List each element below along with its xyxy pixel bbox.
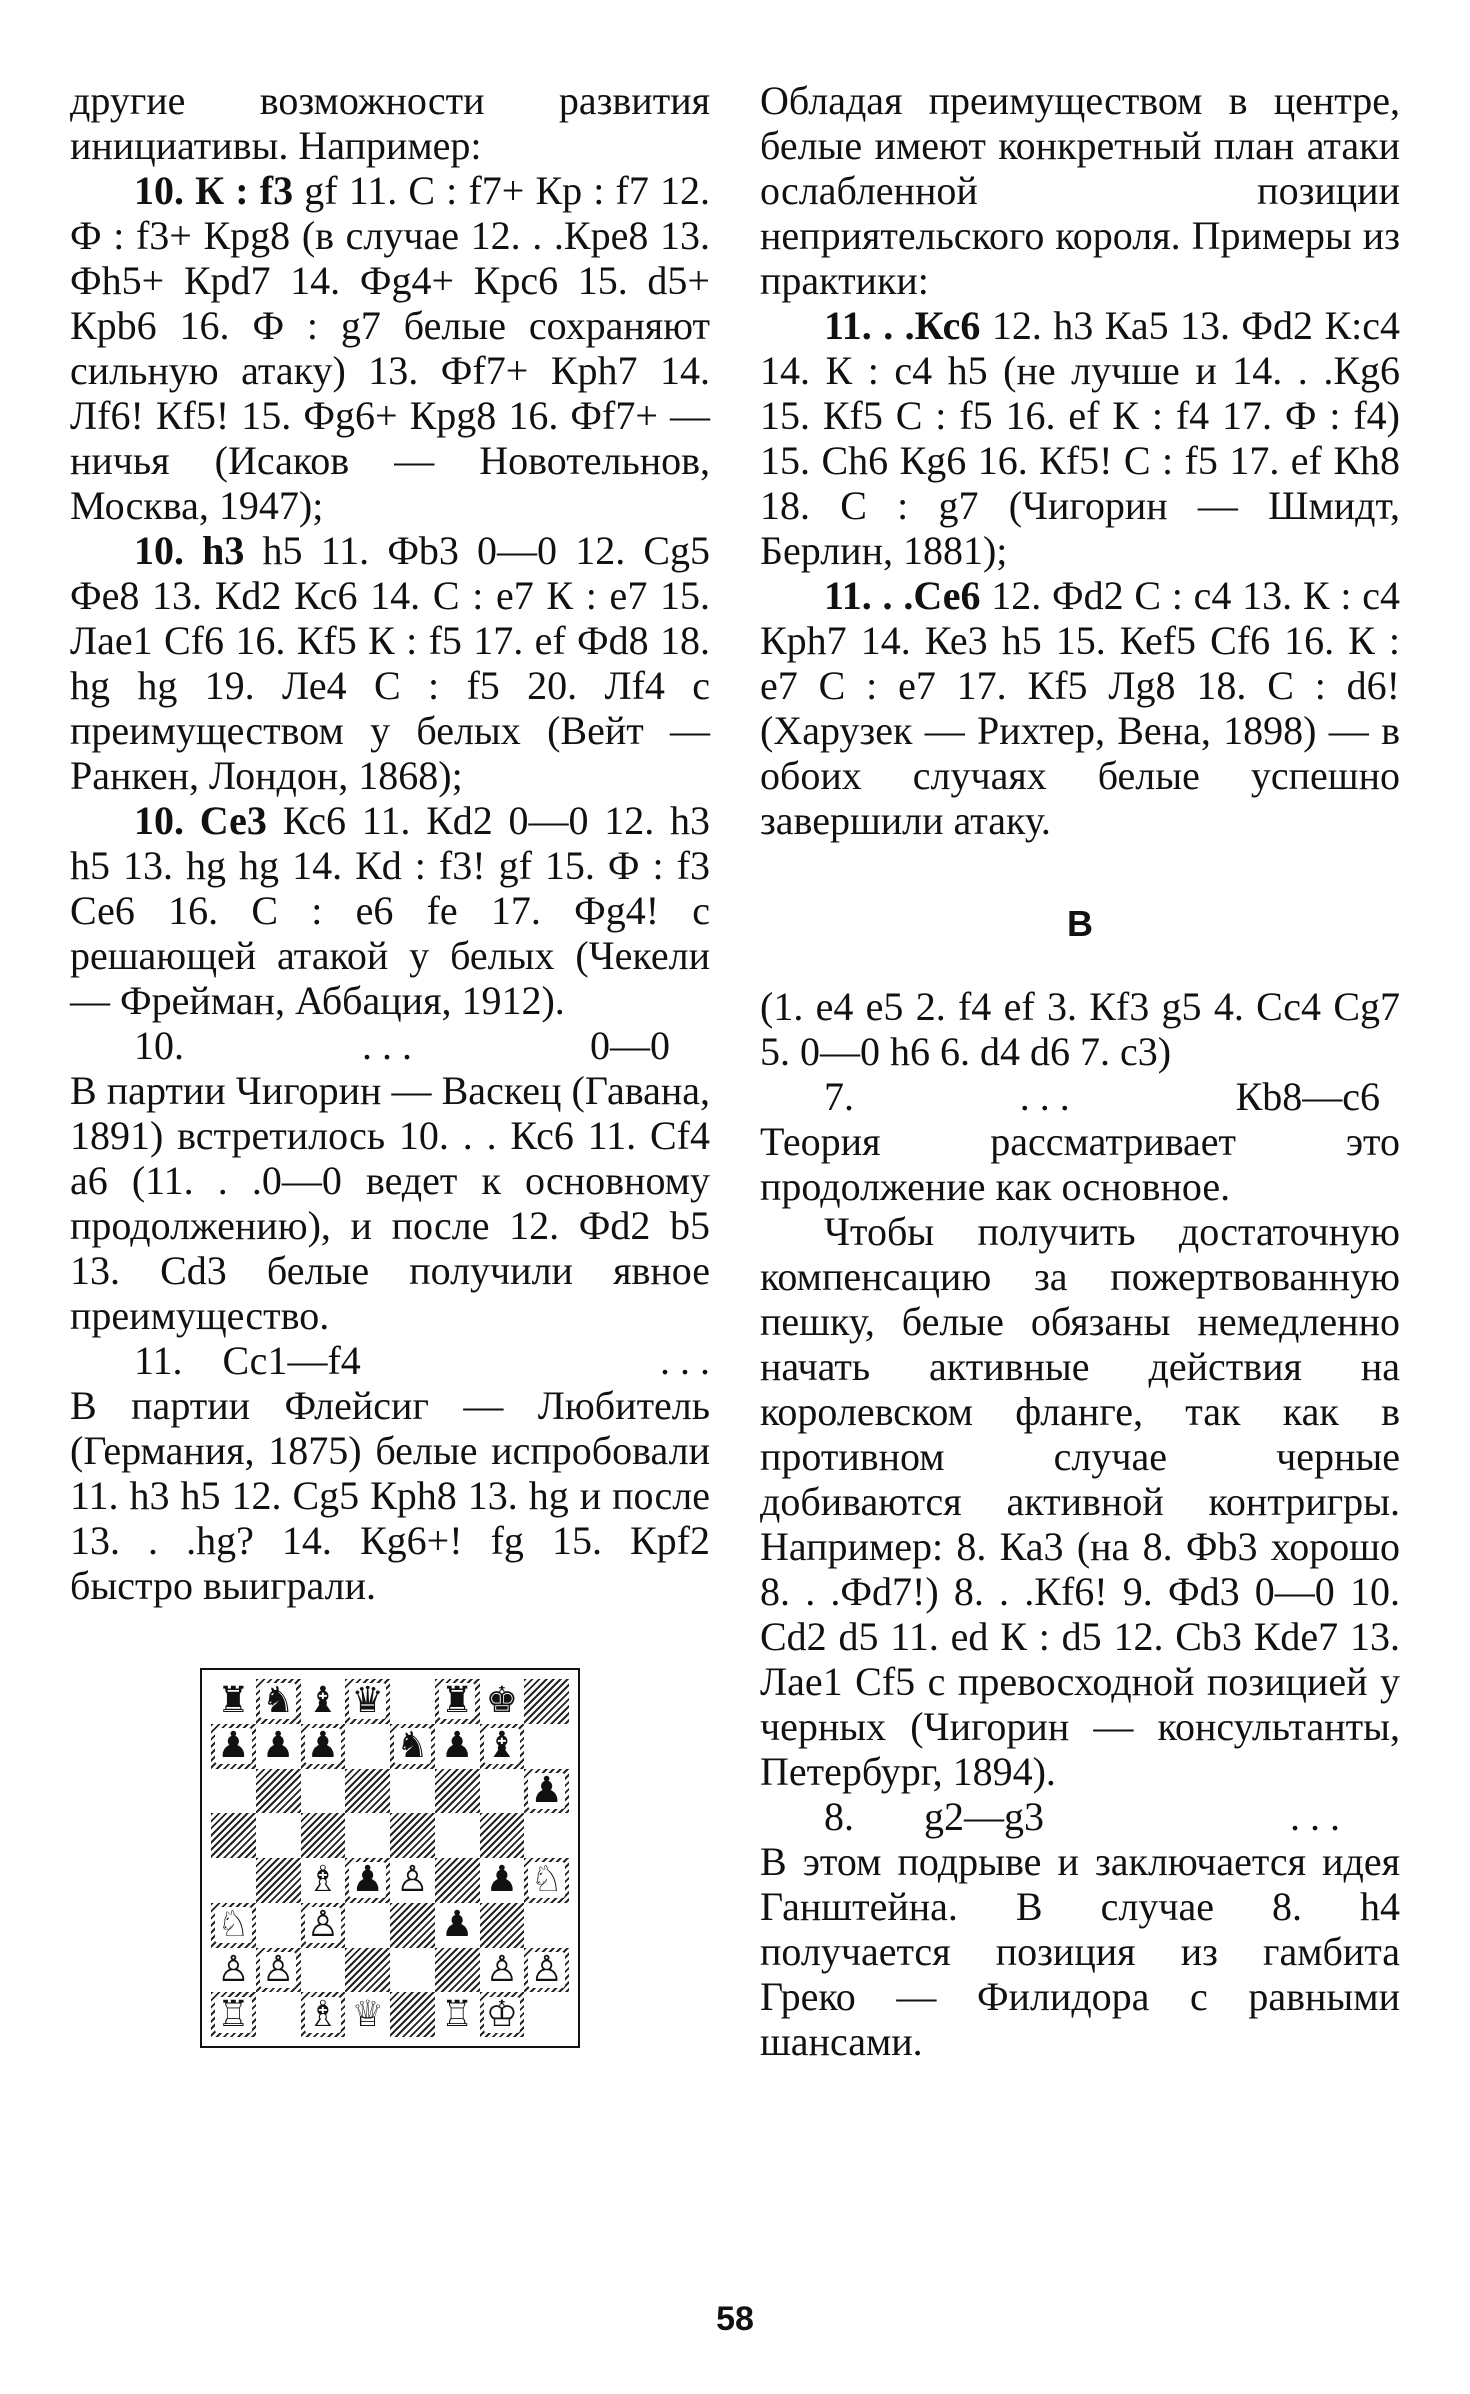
chess-piece-icon: ♟	[440, 1725, 474, 1767]
move-ellipsis: . . .	[362, 1023, 412, 1068]
chess-piece-icon: ♖	[440, 1993, 474, 2035]
square-f3	[435, 1903, 480, 1948]
square-a7	[211, 1724, 256, 1769]
paragraph: Обладая преимуществом в центре, белые имеют конкретный план атаки ослабленной позиции неприятельского короля. Примеры из практики:	[760, 78, 1400, 303]
square-d3	[345, 1903, 390, 1948]
square-b3	[256, 1903, 301, 1948]
chess-piece-icon: ♗	[306, 1859, 340, 1901]
chess-piece-icon: ♛	[351, 1680, 384, 1722]
square-c6	[301, 1769, 346, 1814]
square-e5	[390, 1813, 435, 1858]
chess-piece-icon: ♝	[306, 1680, 340, 1722]
square-c2	[301, 1948, 346, 1993]
variation-paragraph	[70, 168, 710, 528]
square-h7	[524, 1724, 569, 1769]
move-number: 8.	[824, 1794, 854, 1839]
chess-piece-icon: ♙	[306, 1904, 340, 1946]
main-move-line	[760, 1794, 1400, 1839]
bold-move: 10. Се3	[134, 798, 267, 843]
square-g1	[480, 1992, 525, 2037]
square-a1	[211, 1992, 256, 2037]
chess-diagram	[200, 1668, 580, 2048]
move-text: g2—g3	[924, 1794, 1044, 1839]
variation-text: 12. Фd2 С : с4 13. К : с4 Крh7 14. Ке3 h5 15. Кеf5 Сf6 16. К : е7 С : е7 17. Кf5 Лg8 18. С : d6! (Харузек — Рихтер, Вена, 1898) — в обоих случаях белые успешно завершили атаку.	[760, 573, 1401, 843]
square-a2	[211, 1948, 256, 1993]
variation-paragraph	[760, 573, 1400, 843]
variation-text: gf 11. С : f7+ Кр : f7 12. Ф : f3+ Крg8 (в случае 12. . .Кре8 13. Фh5+ Крd7 14. Фg4+ Крc6 15. d5+ Крb6 16. Ф : g7 белые сохраняют сильную атаку) 13. Фf7+ Крh7 14. Лf6! Кf5! 15. Фg6+ Крg8 16. Фf7+ — ничья (Исаков — Новотельнов, Москва, 1947);	[70, 168, 711, 528]
chess-piece-icon: ♙	[485, 1948, 519, 1990]
chess-piece-icon: ♘	[217, 1904, 250, 1946]
square-e6	[390, 1769, 435, 1814]
page-number: 58	[716, 2300, 754, 2338]
chess-piece-icon: ♟	[306, 1725, 340, 1767]
square-e8	[390, 1679, 435, 1724]
square-c7	[301, 1724, 346, 1769]
main-move-line	[70, 1338, 710, 1383]
square-b7	[256, 1724, 301, 1769]
square-d1	[345, 1992, 390, 2037]
paragraph: В партии Флейсиг — Любитель (Германия, 1875) белые испробовали 11. h3 h5 12. Сg5 Крh8 13. hg и после 13. . .hg? 14. Кg6+! fg 15. Крf2 быстро выиграли.	[70, 1383, 710, 1608]
move-number: 10.	[134, 168, 184, 213]
chess-piece-icon: ♜	[440, 1680, 474, 1722]
square-f5	[435, 1813, 480, 1858]
square-a5	[211, 1813, 256, 1858]
square-g7	[480, 1724, 525, 1769]
square-g8	[480, 1679, 525, 1724]
bold-move: 11. . .Се6	[824, 573, 981, 618]
chess-piece-icon: ♔	[485, 1993, 519, 2035]
move-number: 11.	[134, 1338, 183, 1383]
variation-paragraph	[760, 303, 1400, 573]
paragraph: другие возможности развития инициативы. Например:	[70, 78, 710, 168]
square-h2	[524, 1948, 569, 1993]
chess-piece-icon: ♜	[217, 1680, 250, 1722]
square-b2	[256, 1948, 301, 1993]
chess-piece-icon: ♙	[530, 1948, 563, 1990]
chess-piece-icon: ♙	[396, 1859, 429, 1901]
square-f6	[435, 1769, 480, 1814]
left-column	[70, 78, 710, 1608]
chess-piece-icon: ♙	[261, 1948, 295, 1990]
paragraph: Теория рассматривает это продолжение как основное.	[760, 1119, 1400, 1209]
square-h3	[524, 1903, 569, 1948]
move-number: 10.	[134, 1023, 184, 1068]
paragraph: (1. е4 е5 2. f4 ef 3. Кf3 g5 4. Сс4 Сg7 5. 0—0 h6 6. d4 d6 7. с3)	[760, 984, 1400, 1074]
chess-piece-icon: ♘	[530, 1859, 563, 1901]
chess-piece-icon: ♟	[351, 1859, 384, 1901]
square-d5	[345, 1813, 390, 1858]
square-g6	[480, 1769, 525, 1814]
square-e4	[390, 1858, 435, 1903]
variation-paragraph	[70, 798, 710, 1023]
square-h1	[524, 1992, 569, 2037]
square-e2	[390, 1948, 435, 1993]
square-b1	[256, 1992, 301, 2037]
move-text: 0—0	[590, 1023, 670, 1068]
square-f1	[435, 1992, 480, 2037]
paragraph: В партии Чигорин — Васкец (Гавана, 1891) встретилось 10. . . Кс6 11. Сf4 а6 (11. . .0—0 ведет к основному продолжению), и после 12. Фd2 b5 13. Сd3 белые получили явное преимущество.	[70, 1068, 710, 1338]
square-a3	[211, 1903, 256, 1948]
square-f4	[435, 1858, 480, 1903]
square-f2	[435, 1948, 480, 1993]
chess-piece-icon: ♞	[261, 1680, 295, 1722]
square-e1	[390, 1992, 435, 2037]
square-b6	[256, 1769, 301, 1814]
chess-piece-icon: ♟	[217, 1725, 250, 1767]
square-a4	[211, 1858, 256, 1903]
square-h5	[524, 1813, 569, 1858]
square-d7	[345, 1724, 390, 1769]
square-h6	[524, 1769, 569, 1814]
main-move-line	[70, 1023, 710, 1068]
bold-move: К : f3	[195, 168, 294, 213]
right-column	[760, 78, 1400, 2064]
move-text: Сс1—f4	[222, 1338, 361, 1383]
chess-piece-icon: ♕	[351, 1993, 384, 2035]
move-number: 7.	[824, 1074, 854, 1119]
square-d6	[345, 1769, 390, 1814]
square-g4	[480, 1858, 525, 1903]
move-ellipsis: . . .	[660, 1338, 710, 1383]
square-a8	[211, 1679, 256, 1724]
variation-text: h5 11. Фb3 0—0 12. Сg5 Фе8 13. Кd2 Кс6 14. С : е7 К : е7 15. Лае1 Сf6 16. Кf5 К : f5 17. ef Фd8 18. hg hg 19. Ле4 С : f5 20. Лf4 с преимуществом у белых (Вейт — Ранкен, Лондон, 1868);	[70, 528, 711, 798]
square-h4	[524, 1858, 569, 1903]
chess-piece-icon: ♟	[530, 1769, 563, 1811]
chess-piece-icon: ♝	[485, 1725, 519, 1767]
chess-piece-icon: ♙	[217, 1948, 250, 1990]
bold-move: 10. h3	[134, 528, 245, 573]
bold-move: 11. . .Кс6	[824, 303, 981, 348]
square-g2	[480, 1948, 525, 1993]
square-e7	[390, 1724, 435, 1769]
square-c8	[301, 1679, 346, 1724]
square-a6	[211, 1769, 256, 1814]
square-c5	[301, 1813, 346, 1858]
chess-board	[211, 1679, 569, 2037]
section-heading: В	[1067, 903, 1093, 944]
chess-piece-icon: ♟	[261, 1725, 295, 1767]
chess-piece-icon: ♗	[306, 1993, 340, 2035]
square-d2	[345, 1948, 390, 1993]
square-d4	[345, 1858, 390, 1903]
square-g5	[480, 1813, 525, 1858]
square-f7	[435, 1724, 480, 1769]
square-g3	[480, 1903, 525, 1948]
move-ellipsis: . . .	[1019, 1074, 1070, 1119]
square-d8	[345, 1679, 390, 1724]
paragraph: Чтобы получить достаточную компенсацию за пожертвованную пешку, белые обязаны немедленно начать активные действия на королевском фланге, так как в противном случае черные добиваются активной контригры. Например: 8. Ка3 (на 8. Фb3 хорошо 8. . .Фd7!) 8. . .Кf6! 9. Фd3 0—0 10. Сd2 d5 11. еd К : d5 12. Сb3 Кdе7 13. Лае1 Сf5 с превосходной позицией у черных (Чигорин — консультанты, Петербург, 1894).	[760, 1209, 1400, 1794]
chess-piece-icon: ♟	[440, 1904, 474, 1946]
square-f8	[435, 1679, 480, 1724]
square-h8	[524, 1679, 569, 1724]
chess-piece-icon: ♞	[396, 1725, 429, 1767]
square-b5	[256, 1813, 301, 1858]
main-move-line	[760, 1074, 1400, 1119]
move-ellipsis: . . .	[1290, 1794, 1340, 1839]
square-e3	[390, 1903, 435, 1948]
chess-piece-icon: ♚	[485, 1680, 519, 1722]
move-text: Кb8—с6	[1235, 1074, 1380, 1119]
paragraph: В этом подрыве и заключается идея Ганштейна. В случае 8. h4 получается позиция из гамбита Греко — Филидора с равными шансами.	[760, 1839, 1400, 2064]
square-c3	[301, 1903, 346, 1948]
square-c4	[301, 1858, 346, 1903]
chess-piece-icon: ♟	[485, 1859, 519, 1901]
square-c1	[301, 1992, 346, 2037]
variation-paragraph	[70, 528, 710, 798]
chess-piece-icon: ♖	[217, 1993, 250, 2035]
square-b8	[256, 1679, 301, 1724]
variation-text: 12. h3 Ка5 13. Фd2 К:с4 14. К : с4 h5 (не лучше и 14. . .Кg6 15. Кf5 С : f5 16. ef К : f4 17. Ф : f4) 15. Сh6 Кg6 16. Кf5! С : f5 17. ef Кh8 18. С : g7 (Чигорин — Шмидт, Берлин, 1881);	[760, 303, 1400, 573]
variation-text: Кс6 11. Кd2 0—0 12. h3 h5 13. hg hg 14. Кd : f3! gf 15. Ф : f3 Се6 16. С : е6 fe 17. Фg4! с решающей атакой у белых (Чекели — Фрейман, Аббация, 1912).	[70, 798, 710, 1023]
square-b4	[256, 1858, 301, 1903]
